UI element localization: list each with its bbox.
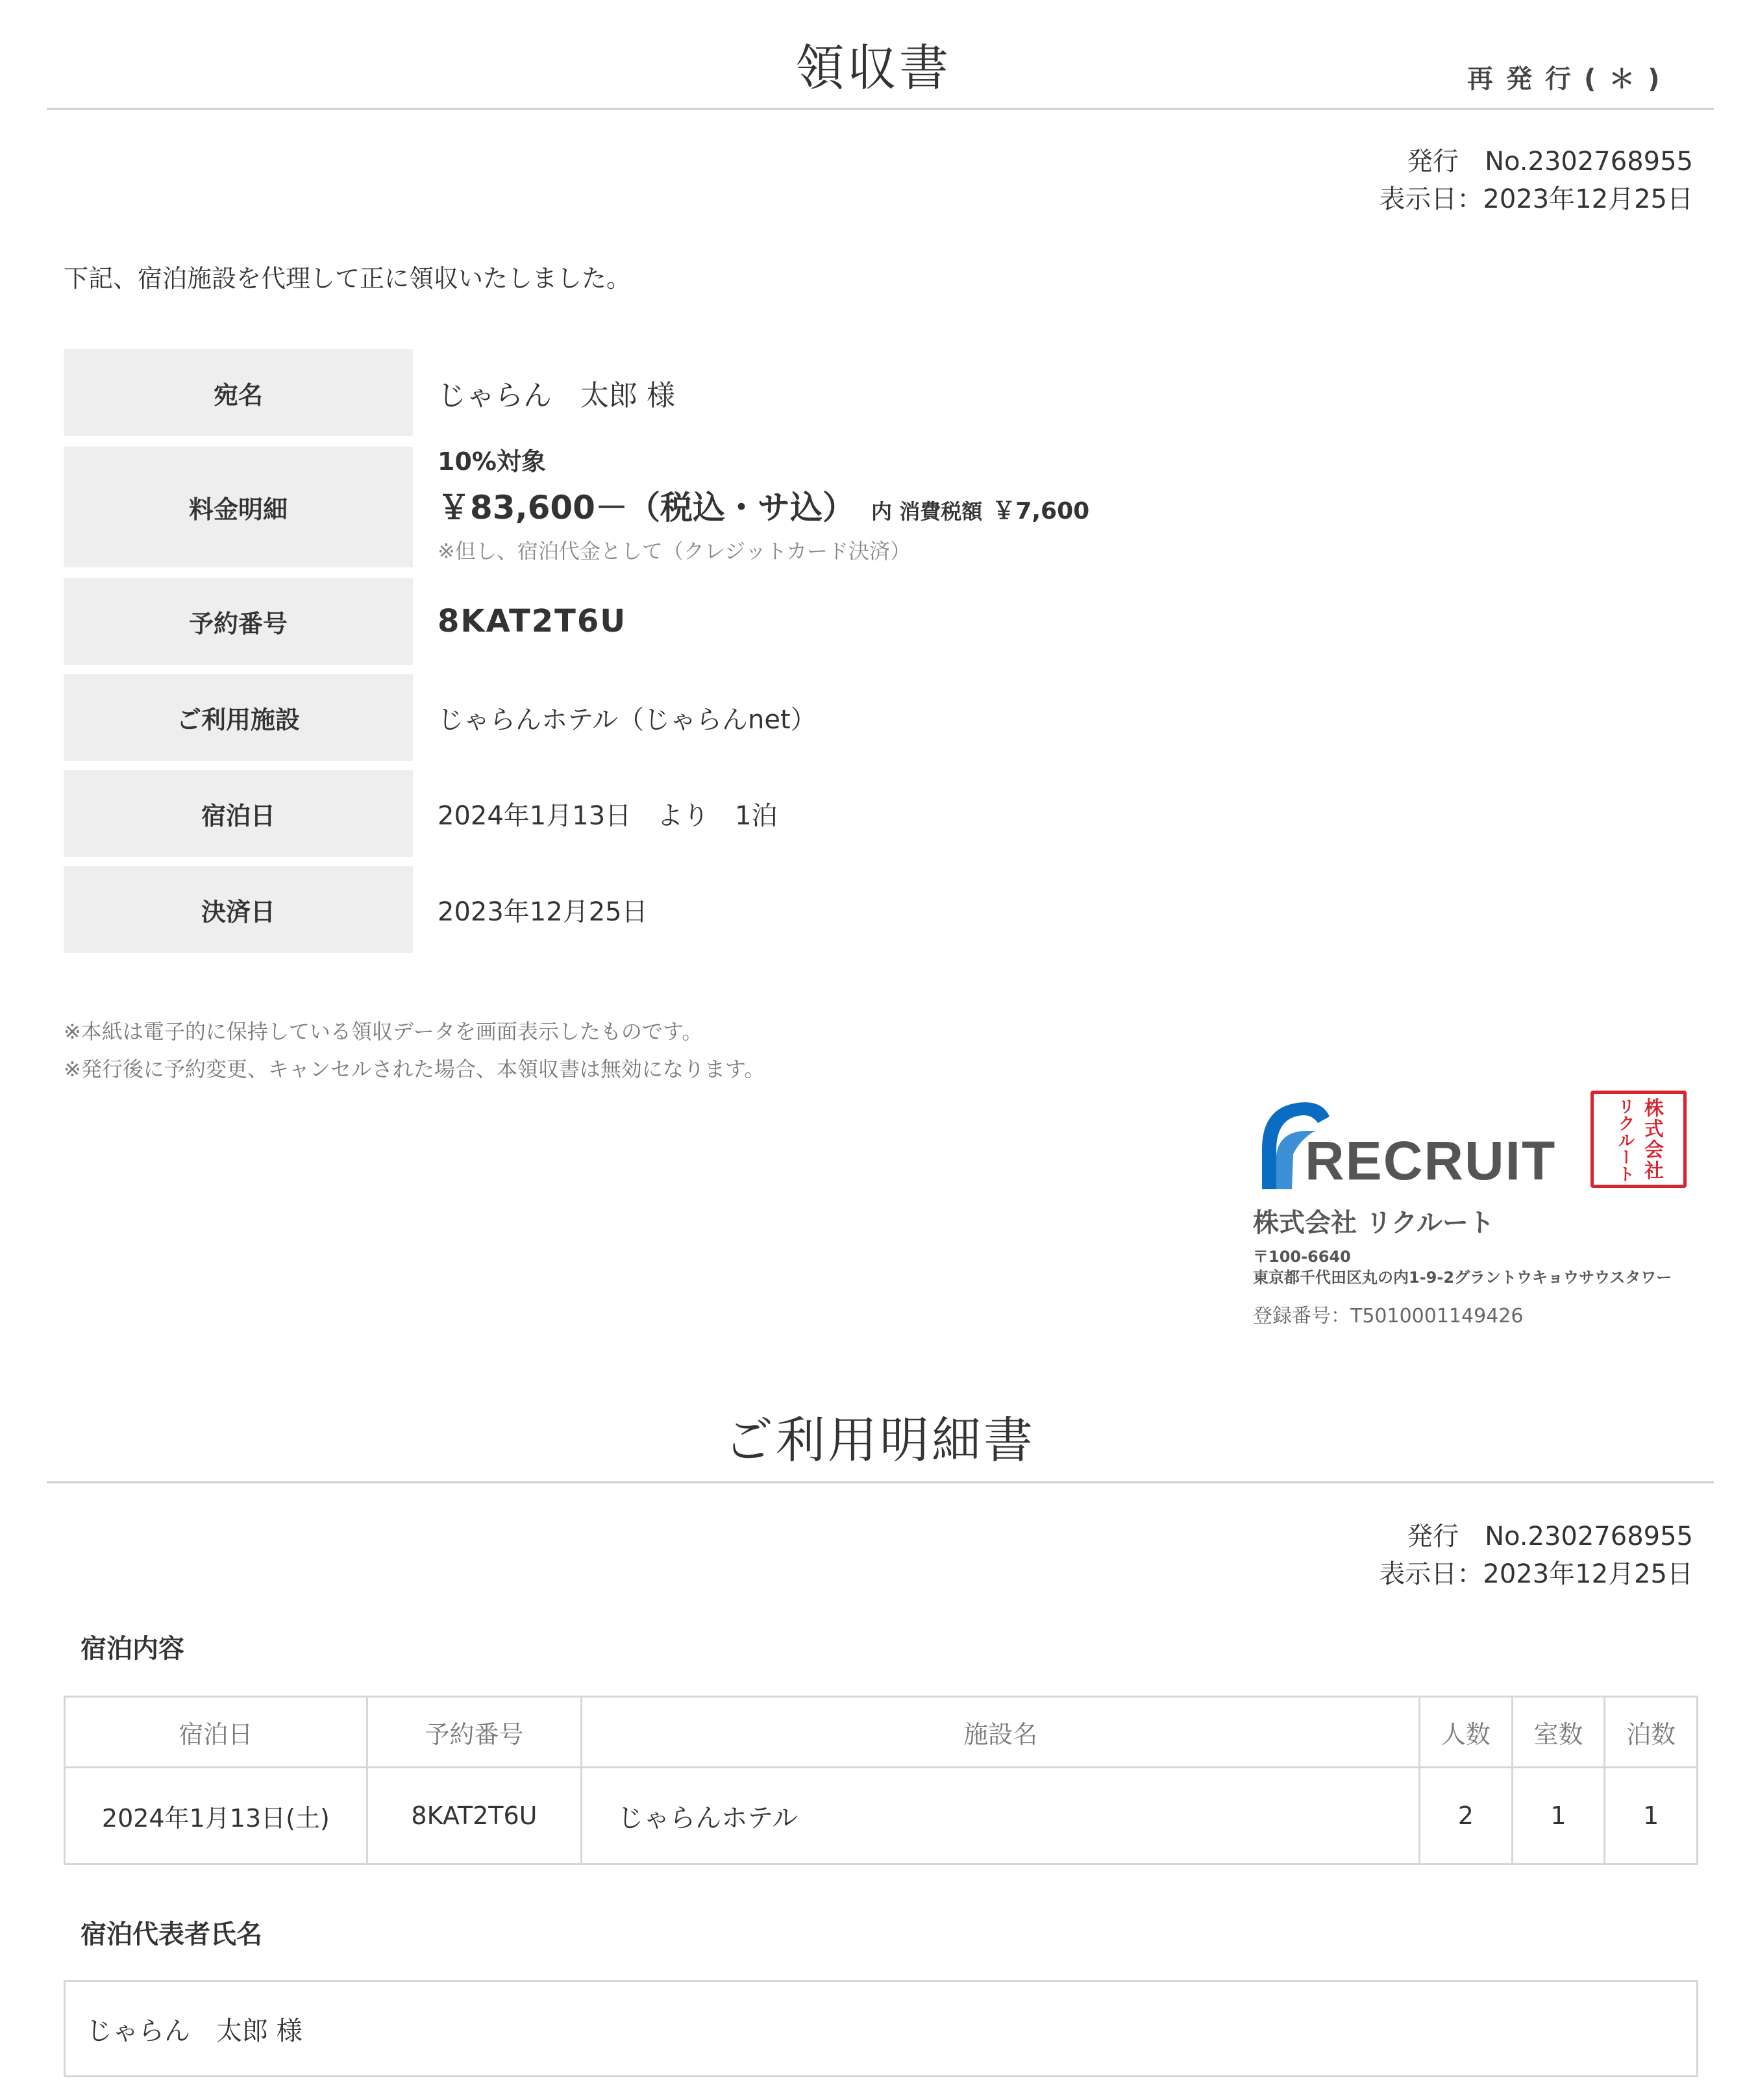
receipt-notes xyxy=(64,1013,765,1088)
cell-guests: 2 xyxy=(1420,1768,1513,1864)
seal-text-col: リクルート xyxy=(1615,1098,1635,1182)
section-guest-name: 宿泊代表者氏名 xyxy=(80,1920,262,1949)
company-name: 株式会社 リクルート xyxy=(1253,1208,1494,1238)
company-registration: 登録番号：T5010001149426 xyxy=(1253,1305,1524,1328)
value-stay-date: 2024年1月13日 より 1泊 xyxy=(438,800,778,831)
company-seal xyxy=(1590,1091,1687,1188)
tax-amount: ￥7,600 xyxy=(992,498,1090,525)
label-reservation-number: 予約番号 xyxy=(64,578,413,665)
value-reservation-number: 8KAT2T6U xyxy=(438,603,627,639)
table-row xyxy=(65,1768,1698,1864)
statement-issue-info xyxy=(1044,1518,1693,1593)
col-header: 泊数 xyxy=(1605,1697,1698,1768)
issue-number: 発行 No.2302768955 xyxy=(1407,1522,1693,1551)
cell-rooms: 1 xyxy=(1512,1768,1605,1864)
tax-label: 内 消費税額 xyxy=(871,499,983,524)
statement-title: ご利用明細書 xyxy=(724,1411,1035,1469)
cell-stay-date: 2024年1月13日(土) xyxy=(65,1768,367,1864)
company-logo-word: RECRUIT xyxy=(1305,1130,1557,1191)
value-facility: じゃらんホテル（じゃらんnet） xyxy=(438,704,817,735)
company-postal: 〒100-6640 xyxy=(1253,1248,1351,1266)
label-addressee: 宛名 xyxy=(64,349,413,436)
col-header: 予約番号 xyxy=(367,1697,582,1768)
table-header-row xyxy=(65,1697,1698,1768)
company-address: 東京都千代田区丸の内1-9-2グラントウキョウサウスタワー xyxy=(1253,1268,1672,1287)
company-block xyxy=(1253,1091,1707,1331)
receipt-title: 領収書 xyxy=(795,39,951,97)
title-divider xyxy=(47,108,1714,110)
note-line: ※本紙は電子的に保持している領収データを画面表示したものです。 xyxy=(64,1019,703,1044)
payment-note: ※但し、宿泊代金として（クレジットカード決済） xyxy=(438,539,911,563)
label-stay-date: 宿泊日 xyxy=(64,770,413,857)
receipt-intro: 下記、宿泊施設を代理して正に領収いたしました。 xyxy=(64,264,632,293)
guest-name-box xyxy=(64,1980,1698,2077)
col-header: 宿泊日 xyxy=(65,1697,367,1768)
value-addressee: じゃらん 太郎 様 xyxy=(438,379,675,412)
label-facility: ご利用施設 xyxy=(64,674,413,761)
seal-text-col: 株式会社 xyxy=(1640,1098,1663,1181)
stay-details-table xyxy=(64,1696,1698,1865)
section-stay-details: 宿泊内容 xyxy=(80,1634,184,1664)
tax-target: 10%対象 xyxy=(438,447,546,476)
cell-facility-name: じゃらんホテル xyxy=(582,1768,1420,1864)
amount-line xyxy=(438,482,1671,528)
col-header: 施設名 xyxy=(582,1697,1420,1768)
reissue-label: 再発行(＊) xyxy=(1467,64,1673,94)
label-fee-details: 料金明細 xyxy=(64,447,413,567)
statement-divider xyxy=(47,1481,1714,1483)
note-line: ※発行後に予約変更、キャンセルされた場合、本領収書は無効になります。 xyxy=(64,1057,765,1081)
total-amount: ￥83,600－（税込・サ込） xyxy=(438,489,855,526)
issue-number: 発行 No.2302768955 xyxy=(1407,147,1693,177)
cell-reservation-number: 8KAT2T6U xyxy=(367,1768,582,1864)
receipt-issue-info xyxy=(1044,143,1693,218)
display-date: 表示日：2023年12月25日 xyxy=(1379,184,1693,214)
value-fee-details xyxy=(438,447,1671,565)
label-payment-date: 決済日 xyxy=(64,866,413,953)
value-payment-date: 2023年12月25日 xyxy=(438,896,648,927)
display-date: 表示日：2023年12月25日 xyxy=(1379,1559,1693,1589)
col-header: 室数 xyxy=(1512,1697,1605,1768)
cell-nights: 1 xyxy=(1605,1768,1698,1864)
guest-name: じゃらん 太郎 様 xyxy=(86,2016,303,2046)
col-header: 人数 xyxy=(1420,1697,1513,1768)
